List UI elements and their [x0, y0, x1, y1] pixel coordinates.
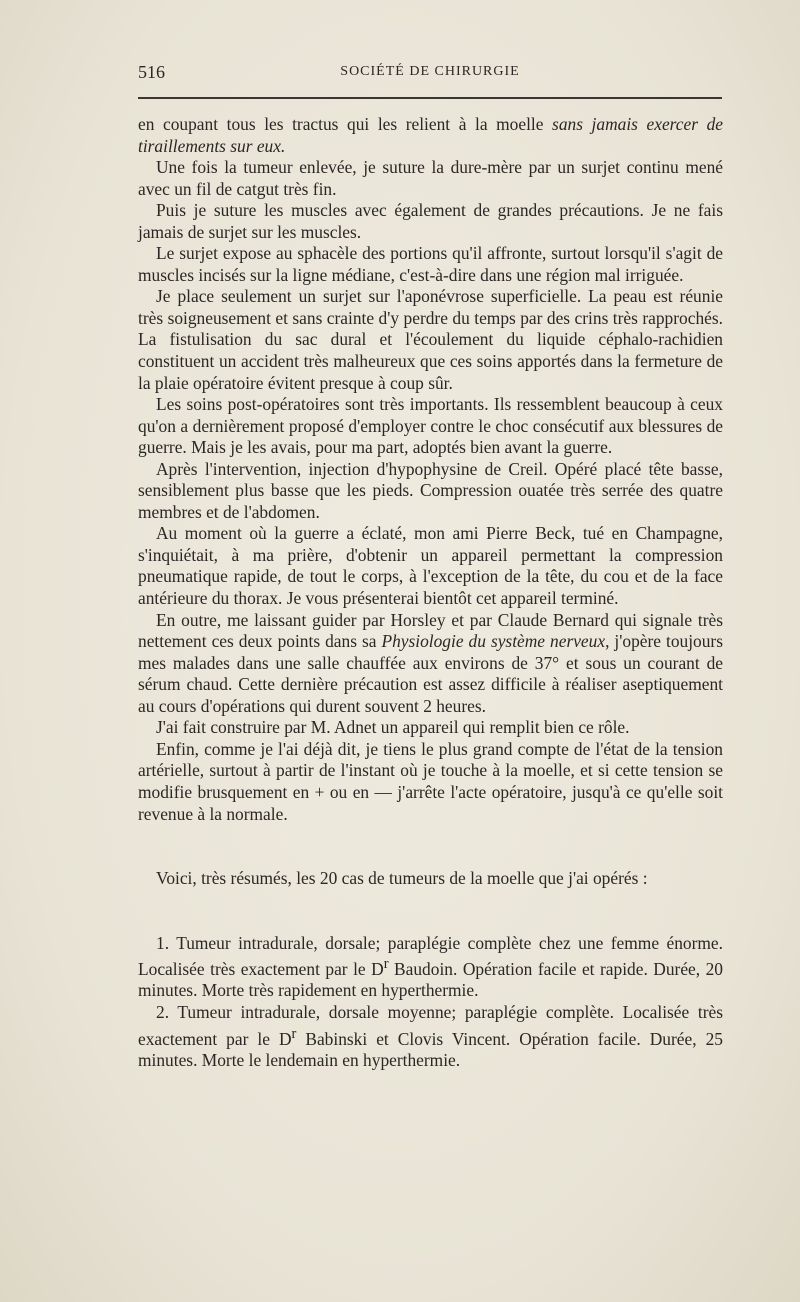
- body-text: [138, 114, 723, 1071]
- paragraph: Après l'intervention, injection d'hypophysine de Creil. Opéré placé tête basse, sensiblement plus basse que les pieds. Compression ouatée très serrée des quatre membres et de l'abdomen.: [138, 458, 723, 522]
- paragraph: Je place seulement un surjet sur l'aponévrose superficielle. La peau est réunie très soigneusement et sans crainte d'y perdre du temps par des crins très rapprochés. La fistulisation du sac dural et l'écoulement du liquide céphalo-rachidien constituent un accident très malheureux que ces soins apportés dans la fermeture de la plaie opératoire évitent presque à coup sûr.: [138, 286, 723, 393]
- paragraph: Puis je suture les muscles avec également de grandes précautions. Je ne fais jamais de surjet sur les muscles.: [138, 200, 723, 242]
- paragraph: en coupant tous les tractus qui les relient à la moelle sans jamais exercer de tiraillements sur eux.: [138, 114, 723, 156]
- section-gap: [138, 825, 723, 868]
- paragraph: Les soins post-opératoires sont très importants. Ils ressemblent beaucoup à ceux qu'on a dernièrement proposé d'employer contre le choc consécutif aux blessures de guerre. Mais je les avais, pour ma part, adoptés bien avant la guerre.: [138, 394, 723, 458]
- paragraph-intro: Voici, très résumés, les 20 cas de tumeurs de la moelle que j'ai opérés :: [156, 868, 648, 889]
- paragraph: Une fois la tumeur enlevée, je suture la dure-mère par un surjet continu mené avec un fil de catgut très fin.: [138, 157, 723, 199]
- paragraph: En outre, me laissant guider par Horsley et par Claude Bernard qui signale très nettement ces deux points dans sa Physiologie du système nerveux, j'opère toujours mes malades dans une salle chauffée aux environs de 37° et sous un courant de sérum chaud. Cette dernière précaution est assez difficile à réaliser aseptiquement au cours d'opérations qui durent souvent 2 heures.: [138, 609, 723, 716]
- paragraph: J'ai fait construire par M. Adnet un appareil qui remplit bien ce rôle.: [156, 717, 630, 738]
- paragraph: Enfin, comme je l'ai déjà dit, je tiens le plus grand compte de l'état de la tension artérielle, surtout à partir de l'instant où je touche à la moelle, et si cette tension se modifie brusquement en + ou en — j'arrête l'acte opératoire, jusqu'à ce qu'elle soit revenue à la normale.: [138, 738, 723, 824]
- header-rule: [138, 97, 722, 99]
- paragraph: Au moment où la guerre a éclaté, mon ami Pierre Beck, tué en Champagne, s'inquiétait, à ma prière, d'obtenir un appareil permettant la compression pneumatique rapide, de tout le corps, à l'exception de la tête, du cou et de la face antérieure du thorax. Je vous présenterai bientôt cet appareil terminé.: [138, 523, 723, 609]
- book-title: Physiologie du système nerveux: [381, 631, 606, 652]
- case-entry: 1. Tumeur intradurale, dorsale; paraplégie complète chez une femme énorme. Localisée très exactement par le $D^r$ Baudoin. Opération facile et rapide. Durée, 20 minutes. Morte très rapidement en hyperthermie.: [138, 932, 723, 1001]
- paragraph: Le surjet expose au sphacèle des portions qu'il affronte, surtout lorsqu'il s'agit de muscles incisés sur la ligne médiane, c'est-à-dire dans une région mal irriguée.: [138, 243, 723, 285]
- running-head: SOCIÉTÉ DE CHIRURGIE: [340, 64, 520, 79]
- page-header: [138, 62, 722, 84]
- page-number: 516: [138, 62, 165, 82]
- section-gap: [138, 890, 723, 933]
- case-entry: 2. Tumeur intradurale, dorsale moyenne; paraplégie complète. Localisée très exactement par le $D^r$ Babinski et Clovis Vincent. Opération facile. Durée, 25 minutes. Morte le lendemain en hyperthermie.: [138, 1002, 723, 1070]
- italic-phrase: sans jamais exercer de tiraillements sur eux.: [138, 114, 723, 156]
